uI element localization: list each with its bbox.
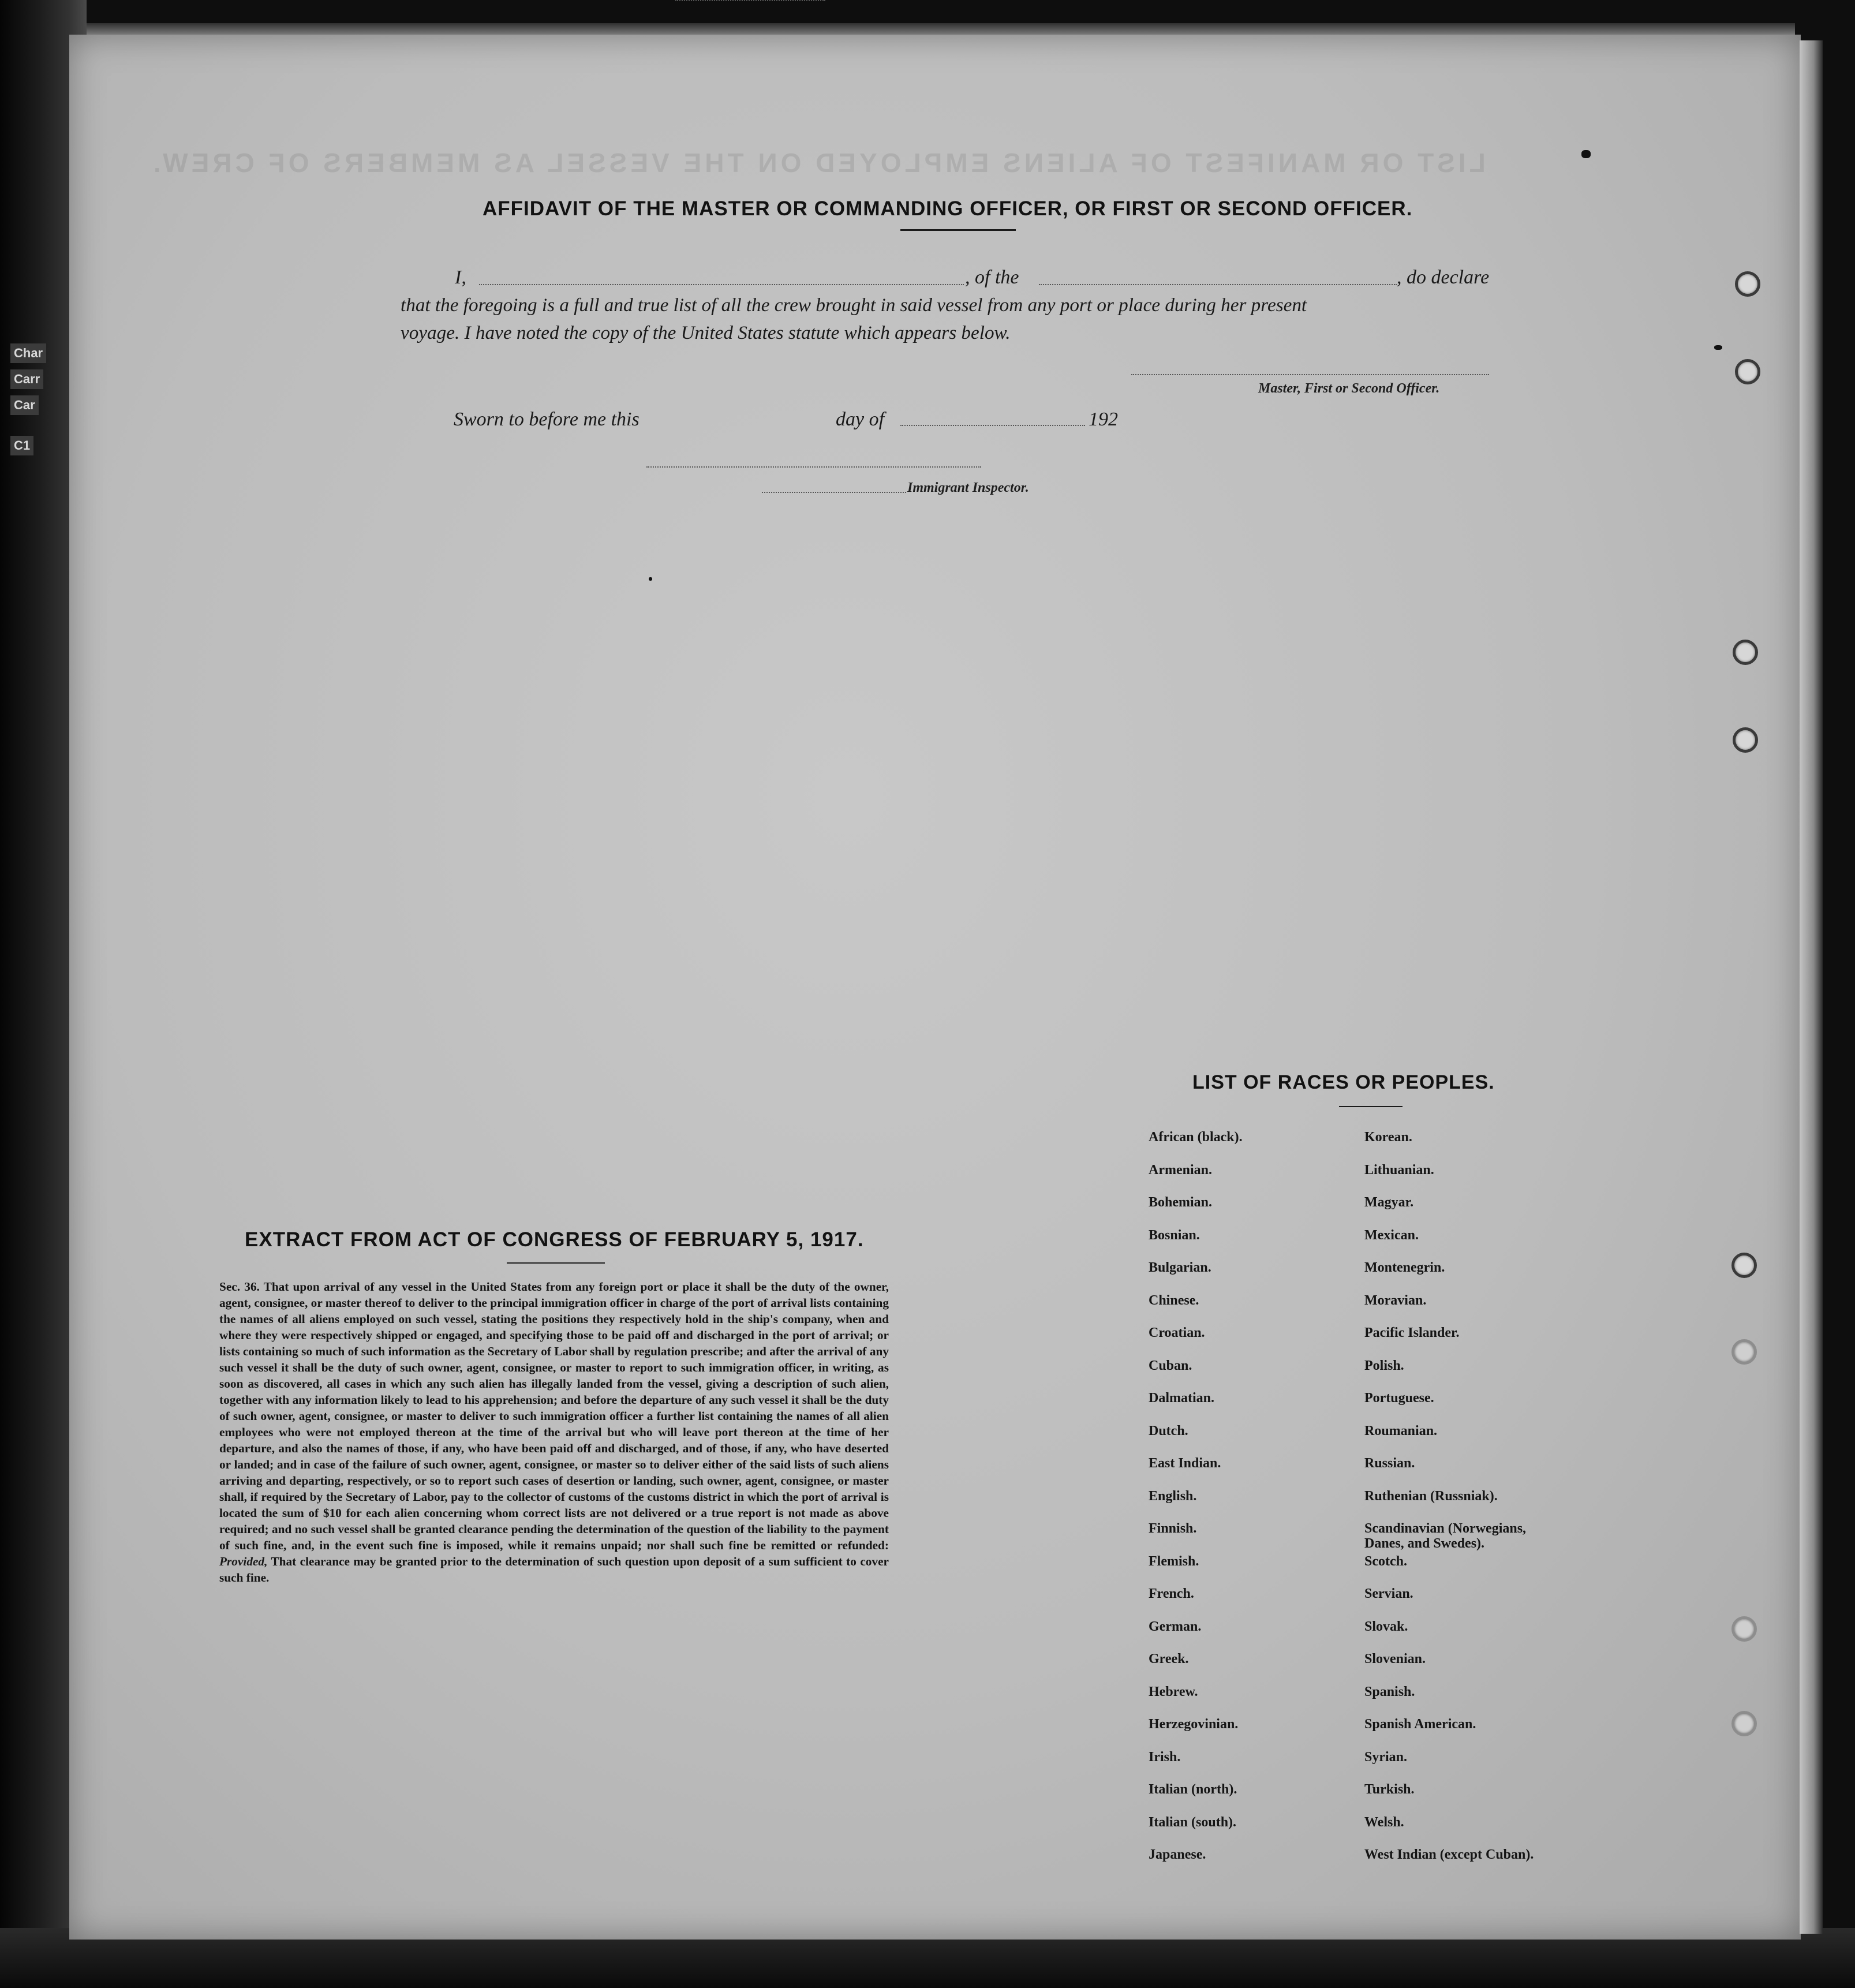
sworn-label: Sworn to before me this xyxy=(454,409,639,430)
races-title-rule xyxy=(1339,1106,1403,1107)
race-item: Portuguese. xyxy=(1364,1391,1434,1406)
race-item: Armenian. xyxy=(1149,1162,1212,1178)
race-item: Chinese. xyxy=(1149,1292,1199,1308)
race-item: Pacific Islander. xyxy=(1364,1325,1460,1340)
inspector-name-field xyxy=(762,492,906,493)
races-left-column xyxy=(1149,1130,1351,1880)
race-item: Cuban. xyxy=(1149,1358,1192,1373)
affidavit-do-declare-label: , do declare xyxy=(1397,267,1490,288)
race-item: Italian (north). xyxy=(1149,1782,1237,1797)
race-item: Croatian. xyxy=(1149,1325,1205,1340)
punch-hole xyxy=(1731,1253,1757,1278)
punch-hole xyxy=(1733,727,1758,753)
race-item: Irish. xyxy=(1149,1749,1181,1765)
vessel-name-field xyxy=(1039,284,1397,285)
race-item: Hebrew. xyxy=(1149,1684,1198,1699)
punch-hole xyxy=(1733,640,1758,665)
race-item: French. xyxy=(1149,1586,1194,1601)
statute-text xyxy=(219,1279,889,1586)
race-item: Turkish. xyxy=(1364,1782,1415,1797)
races-title: LIST OF RACES OR PEOPLES. xyxy=(1192,1071,1495,1093)
binding-strip-label: C1 xyxy=(10,436,33,455)
punch-hole xyxy=(1735,359,1760,384)
race-item: Welsh. xyxy=(1364,1814,1404,1830)
race-item: Korean. xyxy=(1364,1130,1412,1145)
race-item: Ruthenian (Russniak). xyxy=(1364,1488,1498,1504)
race-item: Italian (south). xyxy=(1149,1814,1237,1830)
race-item: Finnish. xyxy=(1149,1521,1197,1536)
race-item: Greek. xyxy=(1149,1651,1189,1666)
ink-speck xyxy=(1714,345,1722,350)
race-item: Japanese. xyxy=(1149,1847,1206,1862)
officer-name-field xyxy=(479,284,964,285)
sworn-day-field xyxy=(675,0,825,1)
race-item: Flemish. xyxy=(1149,1553,1199,1569)
affidavit-title-rule xyxy=(900,229,1016,231)
affidavit-i-label: I, xyxy=(455,267,466,288)
race-item: Scotch. xyxy=(1364,1553,1407,1569)
punch-hole xyxy=(1731,1711,1757,1736)
extract-title-rule xyxy=(507,1262,605,1264)
punch-hole xyxy=(1731,1616,1757,1642)
race-item: Herzegovinian. xyxy=(1149,1717,1239,1732)
race-item: Slovenian. xyxy=(1364,1651,1426,1666)
page-right-edge xyxy=(1800,40,1823,1934)
race-item: Bulgarian. xyxy=(1149,1260,1211,1275)
affidavit-of-the-label: , of the xyxy=(965,267,1019,288)
race-item: German. xyxy=(1149,1619,1202,1634)
binding-strip-label: Char xyxy=(10,343,46,363)
statute-body-end: That clearance may be granted prior to the determination of such question upon deposit of a sum sufficient to cover such fine. xyxy=(219,1554,889,1585)
bleed-through-header: LIST OR MANIFEST OF ALIENS EMPLOYED ON THE VESSEL AS MEMBERS OF CREW. xyxy=(150,148,1486,178)
master-signature-field xyxy=(1131,374,1489,375)
race-item: Dutch. xyxy=(1149,1423,1188,1438)
race-item: West Indian (except Cuban). xyxy=(1364,1847,1534,1862)
race-item: Roumanian. xyxy=(1364,1423,1438,1438)
inspector-signature-field xyxy=(646,466,981,468)
binding-strip-label: Carr xyxy=(10,369,43,389)
race-item: Bosnian. xyxy=(1149,1227,1200,1243)
affidavit-line-3: voyage. I have noted the copy of the United States statute which appears below. xyxy=(401,322,1011,343)
sworn-month-field xyxy=(900,425,1085,426)
statute-provided-label: Provided, xyxy=(219,1554,268,1568)
race-item: Servian. xyxy=(1364,1586,1413,1601)
race-item: Moravian. xyxy=(1364,1292,1427,1308)
race-item: Polish. xyxy=(1364,1358,1404,1373)
affidavit-line-2: that the foregoing is a full and true list of all the crew brought in said vessel from any port or place during her present xyxy=(401,294,1307,316)
year-prefix: 192 xyxy=(1089,409,1118,430)
race-item: Spanish. xyxy=(1364,1684,1415,1699)
race-item: Syrian. xyxy=(1364,1749,1408,1765)
race-item: Lithuanian. xyxy=(1364,1162,1434,1178)
statute-section-label: Sec. 36. xyxy=(219,1280,260,1294)
races-right-column xyxy=(1364,1130,1607,1880)
affidavit-title: AFFIDAVIT OF THE MASTER OR COMMANDING OFFICER, OR FIRST OR SECOND OFFICER. xyxy=(483,197,1413,220)
race-item: Russian. xyxy=(1364,1456,1415,1471)
race-item: Montenegrin. xyxy=(1364,1260,1445,1275)
signature-caption: Master, First or Second Officer. xyxy=(1258,381,1440,396)
race-item: Bohemian. xyxy=(1149,1195,1213,1210)
statute-body: That upon arrival of any vessel in the United States from any foreign port or place it shall be the duty of the owner, agent, consignee, or master thereof to deliver to the principal immigration officer in charge of the port of arrival lists containing the names of all aliens employed on such vessel, stating the positions they respectively hold in the ship's company, when and where they were respectively shipped or engaged, and specifying those to be paid off and discharged in the port of arrival; or lists containing so much of such information as the Secretary of Labor shall by regulation prescribe; and after the arrival of any such vessel it shall be the duty of such owner, agent, consignee, or master to report to such immigration officer, in writing, as soon as discovered, all cases in which any such alien has illegally landed from the vessel, giving a description of such alien, together with any information likely to lead to his apprehension; and before the departure of any such vessel it shall be the duty of such owner, agent, consignee, or master to deliver to such immigration officer a further list containing the names of all alien employees who were not employed thereon at the time of the arrival but who will leave port thereon at the time of her departure, and also the names of those, if any, who have been paid off and discharged, and of those, if any, who have deserted or landed; and in case of the failure of such owner, agent, consignee, or master so to deliver either of the said lists of such aliens arriving and departing, respectively, or so to report such cases of desertion or landing, such owner, agent, consignee, or master shall, if required by the Secretary of Labor, pay to the collector of customs of the customs district in which the port of arrival is located the sum of $10 for each alien concerning whom correct lists are not delivered or a true report is not made as above required; and no such vessel shall be granted clearance pending the determination of the question of the liability to the payment of such fine, and, in the event such fine is imposed, while it remains unpaid; nor shall such fine be remitted or refunded: xyxy=(219,1280,889,1552)
race-item: African (black). xyxy=(1149,1130,1243,1145)
race-item: Slovak. xyxy=(1364,1619,1408,1634)
race-item: Dalmatian. xyxy=(1149,1391,1214,1406)
inspector-caption: Immigrant Inspector. xyxy=(907,480,1029,495)
binding-strip-label: Car xyxy=(10,395,39,415)
ink-speck xyxy=(649,577,652,581)
race-item: Magyar. xyxy=(1364,1195,1414,1210)
day-of-label: day of xyxy=(836,409,885,430)
race-item: Spanish American. xyxy=(1364,1717,1476,1732)
punch-hole xyxy=(1735,271,1760,297)
race-item: Scandinavian (Norwegians, Danes, and Swedes). xyxy=(1364,1521,1527,1551)
race-item: East Indian. xyxy=(1149,1456,1221,1471)
ink-speck xyxy=(1581,150,1591,158)
extract-title: EXTRACT FROM ACT OF CONGRESS OF FEBRUARY 5, 1917. xyxy=(245,1228,864,1251)
race-item: Mexican. xyxy=(1364,1227,1419,1243)
punch-hole xyxy=(1731,1339,1757,1365)
race-item: English. xyxy=(1149,1488,1197,1504)
